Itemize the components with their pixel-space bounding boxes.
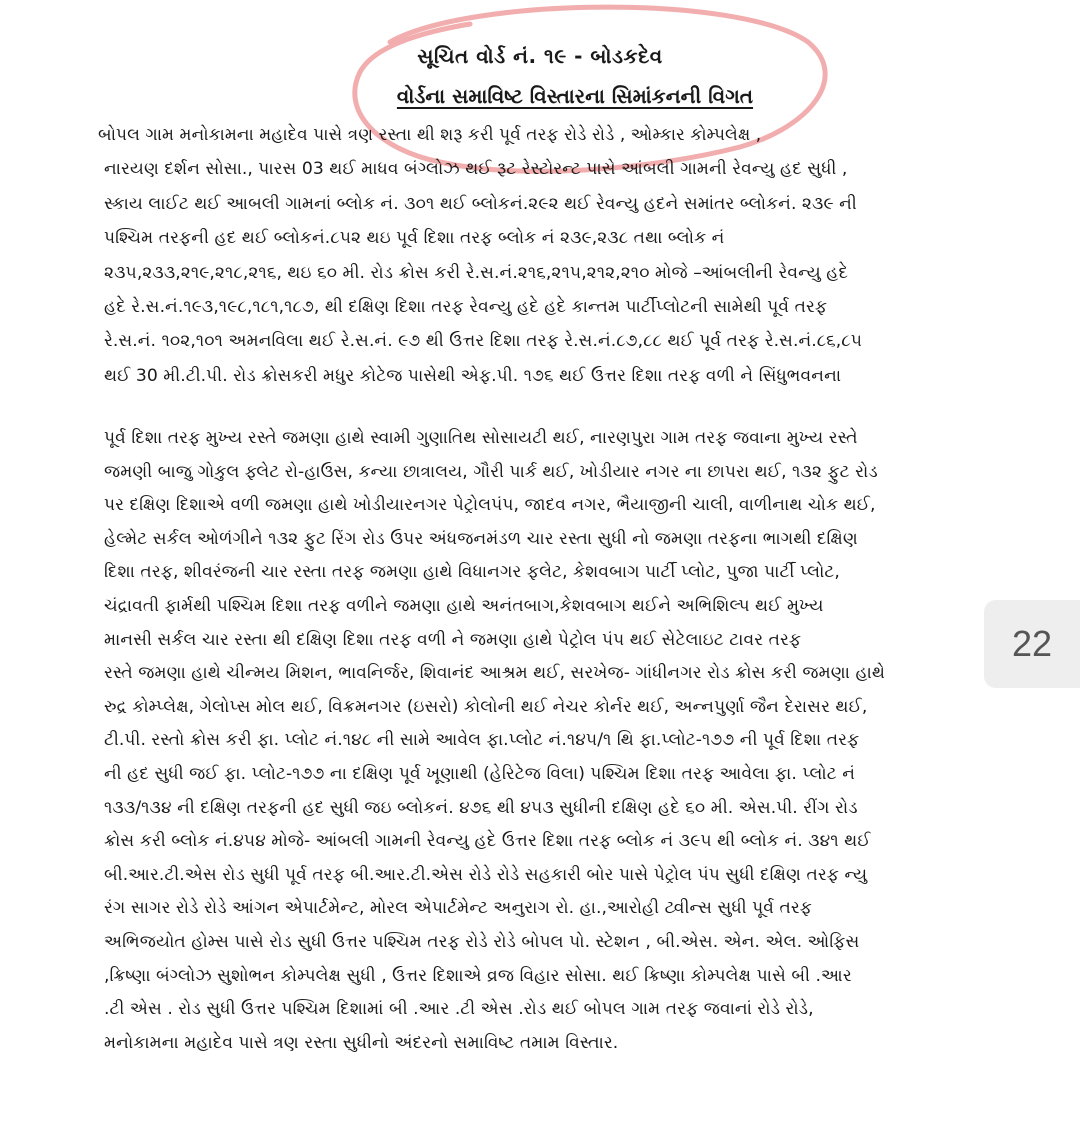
paragraph-2-line: અભિજયોત હોમ્સ પાસે રોડ સુધી ઉત્તર પશ્ચિમ તરફ રોડે રોડે બોપલ પો. સ્ટેશન , બી.એસ. એન. એલ. ઓફિસ — [104, 931, 860, 952]
paragraph-2-line: હેલ્મેટ સર્કલ ઓળંગીને ૧૩૨ ફુટ રિંગ રોડ ઉપર અંધજનમંડળ ચાર રસ્તા સુધી નો જમણા તરફના ભાગથી દક્ષિણ — [104, 528, 858, 549]
document-subtitle: વોર્ડના સમાવિષ્ટ વિસ્તારના સિમાંકનની વિગત — [396, 84, 754, 108]
paragraph-2-line: જમણી બાજુ ગોકુલ ફ્લેટ રો-હાઉસ, કન્યા છાત્રાલય, ગૌરી પાર્ક થઈ, ખોડીયાર નગર ના છાપરા થઈ, ૧૩૨ ફુટ રોડ — [104, 461, 878, 482]
paragraph-2-line: ક્રોસ કરી બ્લોક નં.૪૫૪ મોજે- આંબલી ગામની રેવન્યુ હદે ઉત્તર દિશા તરફ બ્લોક નં ૩૯૫ થી બ્લોક નં. ૩૪૧ થઈ — [104, 831, 871, 852]
paragraph-2-line: ટી.પી. રસ્તો ક્રોસ કરી ફા. પ્લોટ નં.૧૪૮ ની સામે આવેલ ફા.પ્લોટ નં.૧૪૫/૧ થિ ફા.પ્લોટ-૧૭૭ ની પૂર્વ દિશા તરફ — [104, 730, 860, 751]
paragraph-1-line: ૨૩૫,૨૩૩,૨૧૯,૨૧૮,૨૧૬, થઇ ૬૦ મી. રોડ ક્રોસ કરી રે.સ.નં.૨૧૬,૨૧૫,૨૧૨,૨૧૦ મોજે –આંબલીની રેવન્યુ હદે — [104, 262, 849, 283]
paragraph-1-line: થઈ 30 મી.ટી.પી. રોડ ક્રોસકરી મધુર કોટેજ પાસેથી એફ.પી. ૧૭૬ થઈ ઉત્તર દિશા તરફ વળી ને સિંધુભવનના — [104, 365, 842, 386]
paragraph-2-line: પર દક્ષિણ દિશાએ વળી જમણા હાથે ખોડીયારનગર પેટ્રોલપંપ, જાદવ નગર, ભૈયાજીની ચાલી, વાળીનાથ ચોક થઈ, — [104, 495, 876, 516]
paragraph-2-line: પૂર્વ દિશા તરફ મુખ્ય રસ્તે જમણા હાથે સ્વામી ગુણાતિથ સોસાયટી થઈ, નારણપુરા ગામ તરફ જવાના મુખ્ય રસ્તે — [104, 428, 858, 448]
paragraph-2-line: .ટી એસ . રોડ સુધી ઉત્તર પશ્ચિમ દિશામાં બી .આર .ટી એસ .રોડ થઈ બોપલ ગામ તરફ જવાનાં રોડે રોડે, — [104, 999, 814, 1020]
document-title: સૂચિત વોર્ડ નં. ૧૯ - બોડકદેવ — [417, 44, 663, 68]
paragraph-2-line: દિશા તરફ, શીવરંજની ચાર રસ્તા તરફ જમણા હાથે વિધાનગર ફલેટ, કેશવબાગ પાર્ટી પ્લોટ, પુજા પાર્ટી પ્લોટ, — [104, 562, 840, 583]
paragraph-1-line: રે.સ.નં. ૧૦૨,૧૦૧ અમનવિલા થઈ રે.સ.નં. ૯૭ થી ઉત્તર દિશા તરફ રે.સ.નં.૮૭,૮૮ થઈ પૂર્વ તરફ રે.સ.નં.૮૬,૮૫ — [104, 331, 862, 352]
paragraph-2-line: રુદ્ર કોમ્પ્લેક્ષ, ગેલોપ્સ મોલ થઈ, વિક્રમનગર (ઇસરો) કોલોની થઈ નેચર કોર્નર થઈ, અન્નપુર્ણા જૈન દેરાસર થઈ, — [104, 696, 868, 717]
paragraph-2-line: ૧૩૩/૧૩૪ ની દક્ષિણ તરફની હદ સુધી જઇ બ્લોકનં. ૪૭૬ થી ૪૫૩ સુધીની દક્ષિણ હદે ૬૦ મી. એસ.પી. રીંગ રોડ — [104, 797, 858, 818]
paragraph-1-line: બોપલ ગામ મનોકામના મહાદેવ પાસે ત્રણ રસ્તા થી શરૂ કરી પૂર્વ તરફ રોડે રોડે , ઓમ્કાર કોમ્પલેક્ષ , — [98, 125, 762, 145]
paragraph-2-line: માનસી સર્કલ ચાર રસ્તા થી દક્ષિણ દિશા તરફ વળી ને જમણા હાથે પેટ્રોલ પંપ થઈ સેટેલાઇટ ટાવર તરફ — [104, 629, 802, 650]
paragraph-1 — [98, 118, 1050, 393]
paragraph-1-line: સ્કાય લાઈટ થઈ આબલી ગામનાં બ્લોક નં. ૩૦૧ થઈ બ્લોકનં.૨૯૨ થઈ રેવન્યુ હદને સમાંતર બ્લોકનં. ૨૩૯ ની — [104, 193, 857, 214]
paragraph-2-line: બી.આર.ટી.એસ રોડ સુધી પૂર્વ તરફ બી.આર.ટી.એસ રોડે રોડે સહકારી બોર પાસે પેટ્રોલ પંપ સુધી દક્ષિણ તરફ ન્યુ — [104, 864, 868, 885]
paragraph-1-line: નારયણ દર્શન સોસા., પારસ 03 થઈ માધવ બંગ્લોઝ થઈ રૂટ રેસ્ટોરન્ટ પાસે આંબલી ગામની રેવન્યુ હદ સુધી , — [104, 159, 848, 180]
paragraph-2-line: ,ક્રિષ્ણા બંગ્લોઝ સુશોભન કોમ્પલેક્ષ સુધી , ઉત્તર દિશાએ વ્રજ વિહાર સોસા. થઈ ક્રિષ્ણા કોમ્પલેક્ષ પાસે બી .આર — [104, 965, 852, 986]
paragraph-2-line: મનોકામના મહાદેવ પાસે ત્રણ રસ્તા સુધીનો અંદરનો સમાવિષ્ટ તમામ વિસ્તાર. — [104, 1032, 619, 1053]
paragraph-1-line: પશ્ચિમ તરફની હદ થઈ બ્લોકનં.૮૫૨ થઇ પૂર્વ દિશા તરફ બ્લોક નં ૨૩૯,૨૩૮ તથા બ્લોક નં — [104, 228, 725, 249]
paragraph-2 — [104, 422, 1050, 1060]
page-number-badge[interactable]: 22 — [984, 600, 1080, 688]
paragraph-2-line: રસ્તે જમણા હાથે ચીન્મય મિશન, ભાવનિર્જર, શિવાનંદ આશ્રમ થઈ, સરખેજ- ગાંધીનગર રોડ ક્રોસ કરી જમણા હાથે — [104, 663, 886, 684]
paragraph-2-line: ની હદ સુધી જઈ ફા. પ્લોટ-૧૭૭ ના દક્ષિણ પૂર્વ ખૂણાથી (હેરિટેજ વિલા) પશ્ચિમ દિશા તરફ આવેલા ફા. પ્લોટ નં — [104, 763, 856, 784]
paragraph-2-line: રંગ સાગર રોડે રોડે આંગન એપાર્ટમેન્ટ, મોરલ એપાર્ટમેન્ટ અનુરાગ રો. હા.,આરોહી ટ્વીન્સ સુધી પૂર્વ તરફ — [104, 898, 813, 919]
paragraph-1-line: હદે રે.સ.નં.૧૯૩,૧૯૮,૧૮૧,૧૮૭, થી દક્ષિણ દિશા તરફ રેવન્યુ હદે હદે કાન્તમ પાર્ટીપ્લોટની સામેથી પૂર્વ તરફ — [104, 297, 828, 318]
paragraph-2-line: ચંદ્રાવતી ફાર્મથી પશ્ચિમ દિશા તરફ વળીને જમણા હાથે અનંતબાગ,કેશવબાગ થઈને અભિશિલ્પ થઈ મુખ્ય — [104, 595, 824, 616]
